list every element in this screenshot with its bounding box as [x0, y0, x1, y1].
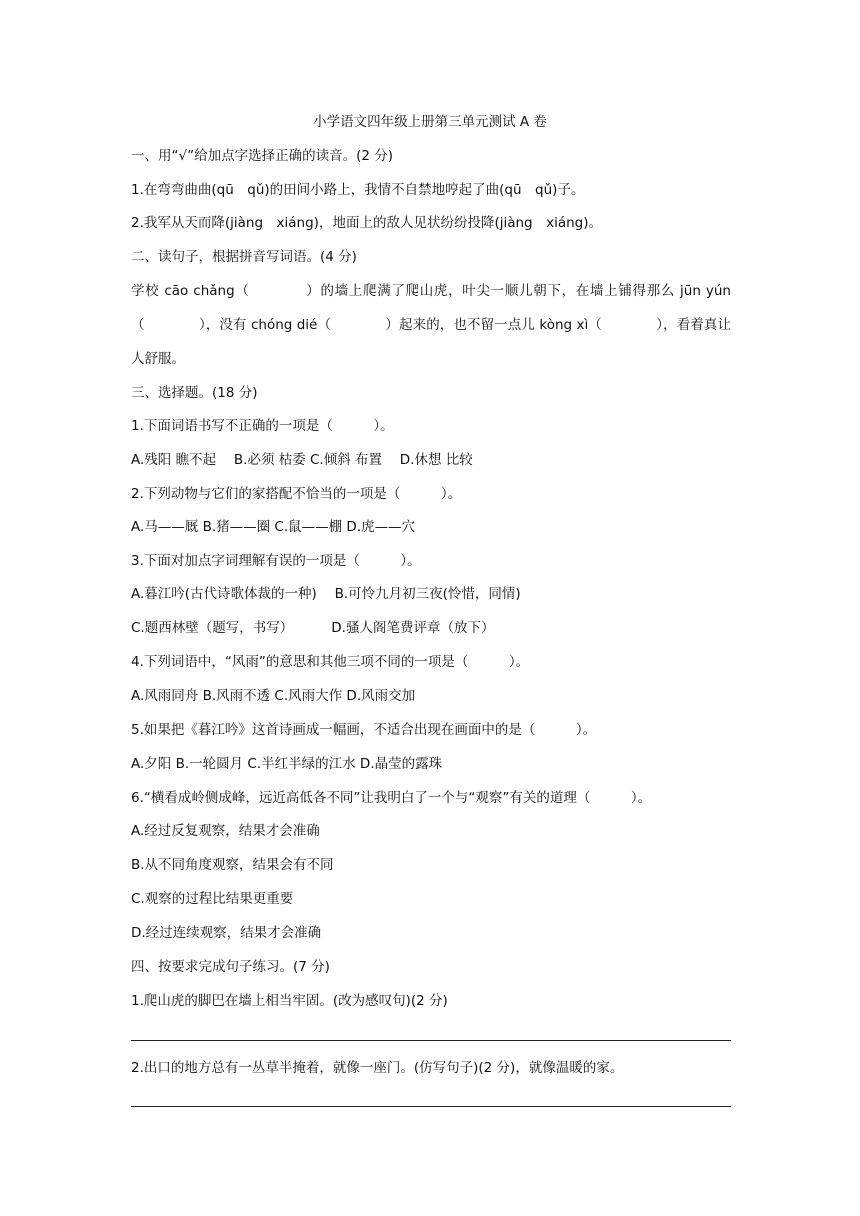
section-3-question-3-options-cd: C.题西林壁（题写，书写） D.骚人阁笔费评章（放下） — [131, 620, 495, 636]
section-2-passage-line-1: 学校 cāo chǎng（ ）的墙上爬满了爬山虎，叶尖一顺儿朝下，在墙上铺得那么 jūn yún — [131, 283, 731, 299]
section-3-question-6: 6.“横看成岭侧成峰，远近高低各不同”让我明白了一个与“观察”有关的道理（ ）。 — [131, 790, 652, 806]
section-2-passage-line-3: 人舒服。 — [131, 351, 185, 367]
page-title: 小学语文四年级上册第三单元测试 A 卷 — [313, 114, 547, 130]
section-3-question-6-option-d: D.经过连续观察，结果才会准确 — [131, 925, 322, 941]
section-3-question-5: 5.如果把《暮江吟》这首诗画成一幅画，不适合出现在画面中的是（ ）。 — [131, 722, 597, 738]
section-3-question-6-option-c: C.观察的过程比结果更重要 — [131, 891, 294, 907]
section-4-question-2: 2.出口的地方总有一丛草半掩着，就像一座门。(仿写句子)(2 分)，就像温暖的家。 — [131, 1060, 624, 1076]
section-2-heading: 二、读句子，根据拼音写词语。(4 分) — [131, 249, 357, 265]
section-1-question-1: 1.在弯弯曲曲(qū qǔ)的田间小路上，我情不自禁地哼起了曲(qū qǔ)子。 — [131, 182, 585, 198]
section-3-question-1: 1.下面词语书写不正确的一项是（ ）。 — [131, 418, 394, 434]
section-4-heading: 四、按要求完成句子练习。(7 分) — [131, 959, 330, 975]
section-3-question-4-options: A.风雨同舟 B.风雨不透 C.风雨大作 D.风雨交加 — [131, 688, 416, 704]
section-3-question-3: 3.下面对加点字词理解有误的一项是（ ）。 — [131, 553, 421, 569]
section-4-question-1: 1.爬山虎的脚巴在墙上相当牢固。(改为感叹句)(2 分) — [131, 993, 448, 1009]
section-3-question-6-option-a: A.经过反复观察，结果才会准确 — [131, 823, 320, 839]
section-3-question-3-options-ab: A.暮江吟(古代诗歌体裁的一种) B.可怜九月初三夜(怜惜，同情) — [131, 586, 521, 602]
section-3-question-2: 2.下列动物与它们的家搭配不恰当的一项是（ ）。 — [131, 486, 462, 502]
answer-line-1[interactable] — [131, 1040, 731, 1041]
section-3-question-4: 4.下列词语中，“风雨”的意思和其他三项不同的一项是（ ）。 — [131, 654, 530, 670]
section-3-heading: 三、选择题。(18 分) — [131, 385, 258, 401]
section-3-question-6-option-b: B.从不同角度观察，结果会有不同 — [131, 857, 334, 873]
section-3-question-1-options: A.残阳 瞧不起 B.必须 枯委 C.倾斜 布置 D.休想 比较 — [131, 452, 473, 468]
section-3-question-5-options: A.夕阳 B.一轮圆月 C.半红半绿的江水 D.晶莹的露珠 — [131, 756, 443, 772]
section-1-question-2: 2.我军从天而降(jiàng xiáng)，地面上的敌人见状纷纷投降(jiàng xiáng)。 — [131, 215, 603, 231]
section-2-passage-line-2: （ ），没有 chóng dié（ ）起来的，也不留一点儿 kòng xì（ ），看着真让 — [131, 317, 731, 333]
section-1-heading: 一、用“√”给加点字选择正确的读音。(2 分) — [131, 148, 394, 164]
answer-line-2[interactable] — [131, 1106, 731, 1107]
section-3-question-2-options: A.马——厩 B.猪——圈 C.鼠——棚 D.虎——穴 — [131, 519, 416, 535]
